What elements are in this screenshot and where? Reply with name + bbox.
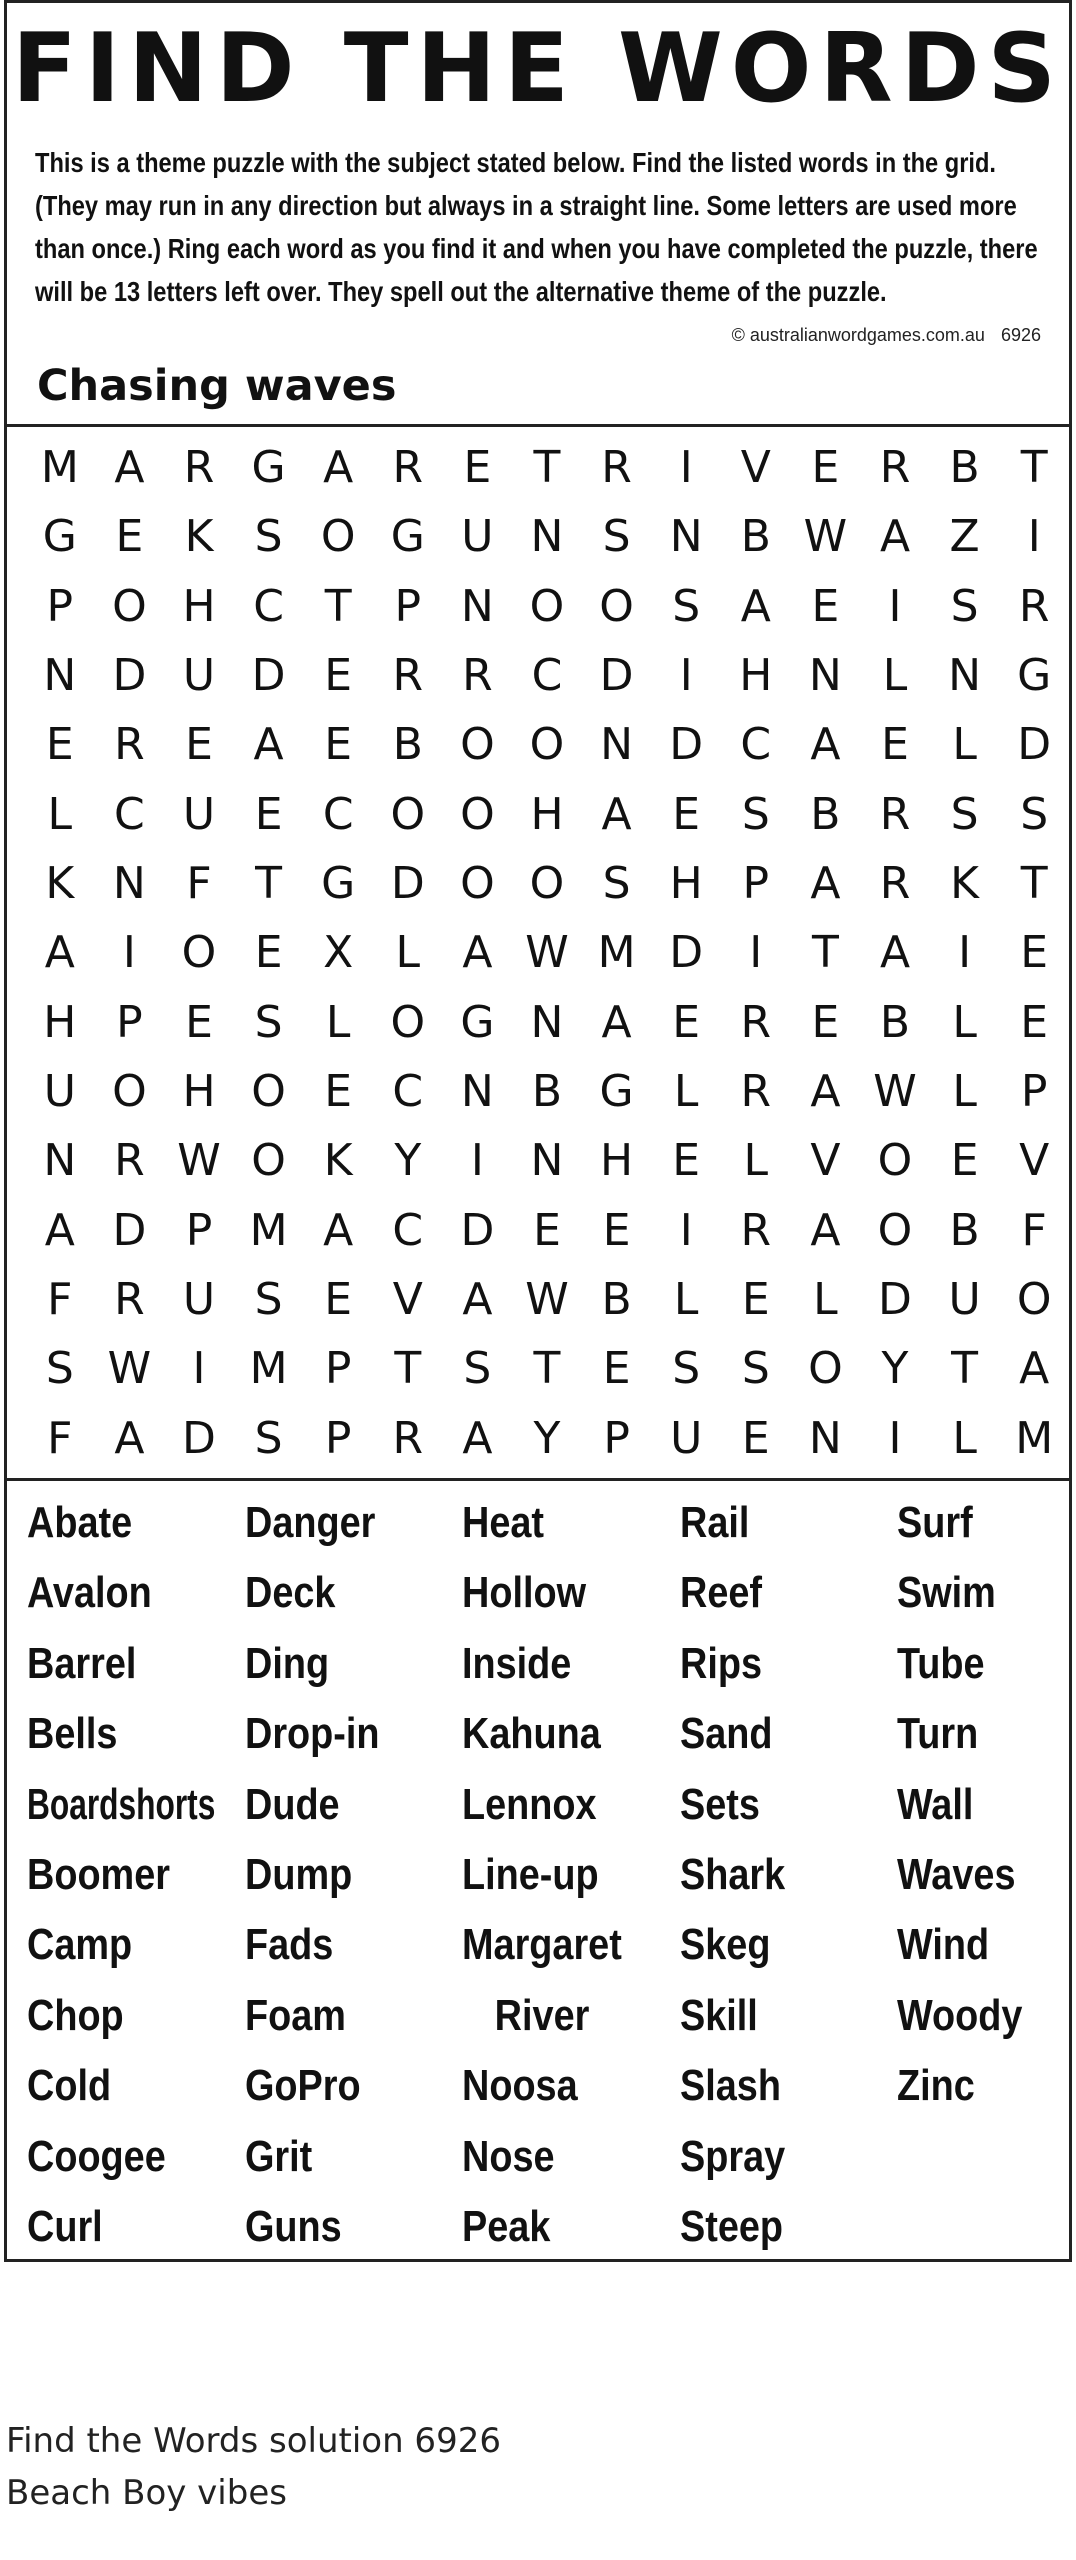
grid-letter[interactable]: N <box>948 650 982 702</box>
grid-letter[interactable]: E <box>881 719 909 771</box>
grid-letter[interactable]: A <box>323 442 354 494</box>
grid-letter[interactable]: M <box>1015 1412 1054 1464</box>
word-list-item: Nose <box>462 2131 555 2181</box>
grid-letter[interactable]: L <box>395 927 421 979</box>
grid-letter[interactable]: D <box>112 650 147 702</box>
grid-letter[interactable]: P <box>324 1343 352 1395</box>
grid-letter[interactable]: G <box>251 442 286 494</box>
grid-letter[interactable]: A <box>44 927 75 979</box>
grid-letter[interactable]: Y <box>394 1135 422 1187</box>
grid-letter[interactable]: V <box>392 1274 423 1326</box>
grid-letter[interactable]: I <box>679 442 693 494</box>
puzzle-panel <box>4 0 1072 2262</box>
grid-letter[interactable]: F <box>1021 1204 1047 1256</box>
grid-letter[interactable]: S <box>463 1343 492 1395</box>
grid-letter[interactable]: N <box>43 1135 77 1187</box>
grid-letter[interactable]: C <box>322 788 354 840</box>
grid-letter[interactable]: S <box>1020 788 1049 840</box>
grid-letter[interactable]: L <box>325 996 351 1048</box>
word-list-item: Peak <box>462 2201 551 2251</box>
word-list-item: Drop-in <box>245 1709 380 1759</box>
word-list-item: Tube <box>897 1638 985 1688</box>
grid-letter[interactable]: P <box>742 858 770 910</box>
word-column <box>897 1488 1076 2122</box>
grid-letter[interactable]: E <box>602 1204 631 1256</box>
word-list-item: Steep <box>680 2201 784 2251</box>
grid-letter[interactable]: A <box>462 927 493 979</box>
grid-letter[interactable]: X <box>323 927 354 979</box>
grid-letter[interactable]: N <box>530 511 564 563</box>
word-list-item: Wall <box>897 1779 974 1829</box>
grid-letter[interactable]: I <box>888 580 902 632</box>
grid-letter[interactable]: K <box>184 511 214 563</box>
grid-letter[interactable]: P <box>185 1204 213 1256</box>
grid-letter[interactable]: I <box>1027 511 1041 563</box>
word-column <box>680 1488 900 2262</box>
grid-letter[interactable]: D <box>251 650 286 702</box>
grid-letter[interactable]: O <box>112 580 147 632</box>
word-list-item: Abate <box>27 1498 133 1547</box>
word-list-item: Zinc <box>897 2061 975 2111</box>
grid-letter[interactable]: T <box>811 927 839 979</box>
word-list-item: Deck <box>245 1568 336 1618</box>
grid-letter[interactable]: E <box>533 1204 561 1256</box>
grid-letter[interactable]: G <box>1017 650 1052 702</box>
grid-letter[interactable]: G <box>390 511 425 563</box>
grid-letter[interactable]: L <box>743 1135 769 1187</box>
puzzle-title: FIND THE WORDS <box>12 14 1064 124</box>
word-list-item: Line-up <box>462 1849 599 1899</box>
grid-letter[interactable]: Y <box>533 1412 561 1464</box>
grid-letter[interactable]: G <box>42 511 77 563</box>
grid-letter[interactable]: H <box>182 1066 216 1118</box>
grid-letter[interactable]: E <box>741 1412 770 1464</box>
grid-letter[interactable]: G <box>321 858 356 910</box>
grid-letter[interactable]: O <box>1016 1274 1052 1326</box>
grid-letter[interactable]: O <box>390 996 426 1048</box>
grid-letter[interactable]: L <box>882 650 908 702</box>
word-list-item: Inside <box>462 1638 572 1688</box>
grid-letter[interactable]: N <box>460 580 494 632</box>
word-list-item: Camp <box>27 1920 133 1970</box>
grid-letter[interactable]: I <box>958 927 972 979</box>
grid-letter[interactable]: N <box>112 858 146 910</box>
grid-letter[interactable]: T <box>951 1343 979 1395</box>
grid-letter[interactable]: H <box>669 858 703 910</box>
grid-letter[interactable]: E <box>741 1274 770 1326</box>
grid-letter[interactable]: R <box>740 1066 772 1118</box>
grid-letter[interactable]: N <box>530 996 564 1048</box>
grid-letter[interactable]: R <box>1018 580 1050 632</box>
grid-letter[interactable]: T <box>533 1343 561 1395</box>
grid-letter[interactable]: S <box>950 788 979 840</box>
grid-letter[interactable]: E <box>324 719 353 771</box>
grid-letter[interactable]: U <box>948 1274 981 1326</box>
grid-letter[interactable]: D <box>390 858 425 910</box>
grid-letter[interactable]: R <box>114 1274 145 1326</box>
word-list-item: Woody <box>897 1990 1023 2040</box>
grid-letter[interactable]: L <box>47 788 73 840</box>
grid-letter[interactable]: D <box>1017 719 1052 771</box>
word-list-item: Foam <box>245 1990 346 2040</box>
grid-letter[interactable]: I <box>679 650 693 702</box>
grid-letter[interactable]: L <box>952 1412 977 1464</box>
grid-letter[interactable]: O <box>877 1135 913 1187</box>
puzzle-number: 6926 <box>1000 325 1041 345</box>
grid-letter[interactable]: E <box>115 511 144 563</box>
grid-letter[interactable]: P <box>324 1412 352 1464</box>
grid-letter[interactable]: B <box>740 511 771 563</box>
grid-letter[interactable]: T <box>324 580 352 632</box>
grid-letter[interactable]: R <box>740 1204 772 1256</box>
grid-letter[interactable]: S <box>672 580 701 632</box>
grid-letter[interactable]: P <box>116 996 143 1048</box>
grid-letter[interactable]: C <box>740 719 772 771</box>
word-list-item: Dude <box>245 1779 340 1829</box>
word-list-item: Coogee <box>27 2131 166 2181</box>
grid-letter[interactable]: E <box>1020 996 1049 1048</box>
grid-letter[interactable]: B <box>949 1204 980 1256</box>
word-list-item: Swim <box>897 1568 996 1618</box>
grid-letter[interactable]: A <box>1019 1343 1050 1395</box>
grid-letter[interactable]: O <box>599 580 634 632</box>
grid-letter[interactable]: E <box>45 719 74 771</box>
word-list-item: Cold <box>27 2061 112 2111</box>
grid-letter[interactable]: M <box>249 1343 288 1395</box>
grid-letter[interactable]: U <box>43 1066 76 1118</box>
grid-letter[interactable]: E <box>324 1066 353 1118</box>
grid-letter[interactable]: F <box>47 1412 73 1464</box>
grid-letter[interactable]: S <box>254 511 283 563</box>
grid-letter[interactable]: S <box>602 511 631 563</box>
grid-letter[interactable]: T <box>533 442 561 494</box>
grid-letter[interactable]: M <box>40 442 79 494</box>
grid-letter[interactable]: B <box>879 996 911 1048</box>
grid-letter[interactable]: M <box>249 1204 288 1256</box>
word-list-item: Turn <box>897 1709 979 1759</box>
grid-letter[interactable]: E <box>811 580 840 632</box>
grid-letter[interactable]: A <box>879 927 911 979</box>
word-list-item: River <box>494 1990 590 2040</box>
grid-letter[interactable]: N <box>669 511 703 563</box>
grid-letter[interactable]: U <box>182 788 216 840</box>
grid-letter[interactable]: A <box>810 858 841 910</box>
grid-letter[interactable]: V <box>740 442 771 494</box>
grid-letter[interactable]: N <box>460 1066 494 1118</box>
grid-letter[interactable]: E <box>811 442 840 494</box>
word-list-item: Dump <box>245 1849 353 1899</box>
grid-letter[interactable]: G <box>599 1066 634 1118</box>
grid-letter[interactable]: R <box>114 719 145 771</box>
word-list-item: Ding <box>245 1638 330 1688</box>
grid-letter[interactable]: L <box>813 1274 838 1326</box>
grid-letter[interactable]: O <box>877 1204 913 1256</box>
grid-letter[interactable]: V <box>1019 1135 1050 1187</box>
grid-letter[interactable]: O <box>181 927 217 979</box>
divider <box>7 1478 1069 1481</box>
grid-letter[interactable]: E <box>950 1135 979 1187</box>
word-list-item: Grit <box>245 2131 313 2181</box>
word-list-item: Heat <box>462 1498 545 1547</box>
grid-letter[interactable]: R <box>740 996 772 1048</box>
grid-letter[interactable]: E <box>254 927 283 979</box>
grid-letter[interactable]: R <box>392 1412 424 1464</box>
credit-text: © australianwordgames.com.au <box>731 325 985 345</box>
grid-letter[interactable]: S <box>602 858 631 910</box>
grid-letter[interactable]: O <box>460 719 495 771</box>
word-list-item: Margaret <box>462 1920 622 1970</box>
word-list-item: Bells <box>27 1709 118 1759</box>
grid-letter[interactable]: B <box>531 1066 563 1118</box>
grid-letter[interactable]: N <box>600 719 634 771</box>
grid-letter[interactable]: A <box>462 1274 493 1326</box>
grid-letter[interactable]: N <box>530 1135 564 1187</box>
grid-letter[interactable]: E <box>672 996 701 1048</box>
grid-letter[interactable]: L <box>952 1066 977 1118</box>
grid-letter[interactable]: E <box>324 650 353 702</box>
grid-letter[interactable]: F <box>186 858 212 910</box>
grid-letter[interactable]: O <box>320 511 356 563</box>
grid-letter[interactable]: E <box>463 442 492 494</box>
grid-letter[interactable]: W <box>525 927 569 979</box>
word-list-item: Waves <box>897 1849 1016 1899</box>
grid-letter[interactable]: N <box>808 1412 842 1464</box>
grid-letter[interactable]: H <box>739 650 773 702</box>
grid-letter[interactable]: R <box>879 858 911 910</box>
word-list-item: Shark <box>680 1849 786 1899</box>
grid-letter[interactable]: U <box>182 1274 216 1326</box>
grid-letter[interactable]: W <box>873 1066 917 1118</box>
grid-letter[interactable]: P <box>46 580 74 632</box>
word-list-item: Wind <box>897 1920 990 1970</box>
grid-letter[interactable]: W <box>107 1343 152 1395</box>
grid-letter[interactable]: I <box>192 1343 206 1395</box>
word-list-item: GoPro <box>245 2061 361 2111</box>
grid-letter[interactable]: S <box>741 788 770 840</box>
grid-letter[interactable]: A <box>810 719 841 771</box>
grid-letter[interactable]: O <box>529 719 565 771</box>
grid-letter[interactable]: R <box>392 650 424 702</box>
grid-letter[interactable]: O <box>808 1343 843 1395</box>
grid-letter[interactable]: C <box>253 580 284 632</box>
word-list-item: Chop <box>27 1990 124 2040</box>
credit-line <box>716 325 1041 346</box>
word-list-item: Danger <box>245 1498 376 1547</box>
word-list-item: Boomer <box>27 1849 170 1899</box>
grid-letter[interactable]: S <box>254 1412 283 1464</box>
word-list-item: Reef <box>680 1568 763 1618</box>
word-list-item: Rips <box>680 1638 763 1688</box>
word-list <box>7 1488 1069 2258</box>
grid-letter[interactable]: S <box>254 1274 283 1326</box>
grid-letter[interactable]: O <box>251 1135 286 1187</box>
word-list-item: Noosa <box>462 2061 578 2111</box>
grid-letter[interactable]: L <box>952 719 977 771</box>
grid-letter[interactable]: H <box>530 788 564 840</box>
grid-letter[interactable]: C <box>114 788 145 840</box>
grid-letter[interactable]: A <box>810 1066 841 1118</box>
grid-letter[interactable]: T <box>255 858 283 910</box>
grid-letter[interactable]: O <box>460 858 495 910</box>
grid-letter[interactable]: O <box>529 580 565 632</box>
grid-letter[interactable]: R <box>114 1135 145 1187</box>
grid-letter[interactable]: U <box>670 1412 703 1464</box>
word-list-item: Sand <box>680 1709 773 1759</box>
word-list-item: Lennox <box>462 1779 597 1829</box>
grid-letter[interactable]: O <box>251 1066 286 1118</box>
grid-letter[interactable]: D <box>460 1204 495 1256</box>
grid-letter[interactable]: A <box>810 1204 841 1256</box>
grid-letter[interactable]: Z <box>949 511 980 563</box>
grid-letter[interactable]: E <box>811 996 840 1048</box>
grid-letter[interactable]: S <box>45 1343 74 1395</box>
word-list-item: Skill <box>680 1990 758 2040</box>
grid-letter[interactable]: P <box>1020 1066 1048 1118</box>
grid-letter[interactable]: U <box>461 511 494 563</box>
grid-letter[interactable]: S <box>741 1343 770 1395</box>
grid-letter[interactable]: I <box>888 1412 902 1464</box>
grid-letter[interactable]: I <box>122 927 136 979</box>
grid-letter[interactable]: W <box>177 1135 221 1187</box>
theme-heading: Chasing waves <box>37 361 397 411</box>
word-list-item: Hollow <box>462 1568 587 1618</box>
grid-letter[interactable]: T <box>1020 858 1048 910</box>
grid-letter[interactable]: A <box>253 719 284 771</box>
grid-letter[interactable]: C <box>531 650 563 702</box>
grid-letter[interactable]: S <box>254 996 283 1048</box>
grid-letter[interactable]: L <box>952 996 977 1048</box>
letter-grid <box>25 433 1069 1473</box>
grid-letter[interactable]: E <box>1020 927 1049 979</box>
grid-letter[interactable]: W <box>525 1274 569 1326</box>
word-list-item: Spray <box>680 2131 786 2181</box>
grid-letter[interactable]: A <box>879 511 911 563</box>
word-list-item: Boardshorts <box>27 1779 216 1829</box>
grid-letter[interactable]: O <box>390 788 426 840</box>
grid-letter[interactable]: L <box>673 1274 699 1326</box>
grid-letter[interactable]: P <box>603 1412 630 1464</box>
word-list-item: Kahuna <box>462 1709 601 1759</box>
grid-letter[interactable]: O <box>112 1066 147 1118</box>
grid-letter[interactable]: E <box>672 788 701 840</box>
word-list-item: Sets <box>680 1779 760 1829</box>
grid-letter[interactable]: E <box>254 788 283 840</box>
grid-letter[interactable]: O <box>529 858 565 910</box>
grid-letter[interactable]: I <box>749 927 763 979</box>
word-list-item: Barrel <box>27 1638 137 1688</box>
grid-letter[interactable]: E <box>602 1343 631 1395</box>
grid-letter[interactable]: N <box>808 650 842 702</box>
grid-letter[interactable]: A <box>114 442 145 494</box>
grid-letter[interactable]: A <box>601 996 632 1048</box>
grid-letter[interactable]: R <box>879 788 911 840</box>
grid-letter[interactable]: B <box>810 788 841 840</box>
grid-letter[interactable]: G <box>460 996 495 1048</box>
grid-letter[interactable]: R <box>462 650 493 702</box>
grid-letter[interactable]: R <box>601 442 632 494</box>
grid-letter[interactable]: A <box>740 580 771 632</box>
word-list-item: Slash <box>680 2061 781 2111</box>
grid-letter[interactable]: M <box>597 927 636 979</box>
grid-letter[interactable]: E <box>185 996 213 1048</box>
instructions-text: This is a theme puzzle with the subject stated below. Find the listed words in the grid. (They may run in any direction but always in a straight line. Some letters are used more than once.) Ring each word as you find it and when you have completed the puzzle, there will be 13 letters left over. They spell out the alternative theme of the puzzle. <box>35 147 1038 307</box>
word-list-item: Avalon <box>27 1568 152 1618</box>
grid-letter[interactable]: T <box>394 1343 422 1395</box>
grid-letter[interactable]: D <box>878 1274 912 1326</box>
solution-footer <box>6 2415 501 2519</box>
grid-letter[interactable]: D <box>599 650 634 702</box>
word-column <box>245 1488 465 2262</box>
word-column <box>462 1488 682 2262</box>
grid-letter[interactable]: D <box>669 719 704 771</box>
grid-letter[interactable]: I <box>470 1135 484 1187</box>
grid-letter[interactable]: K <box>45 858 75 910</box>
grid-letter[interactable]: K <box>323 1135 353 1187</box>
grid-letter[interactable]: A <box>114 1412 145 1464</box>
grid-letter[interactable]: B <box>601 1274 632 1326</box>
grid-letter[interactable]: U <box>182 650 216 702</box>
grid-letter[interactable]: E <box>672 1135 701 1187</box>
grid-letter[interactable]: E <box>324 1274 353 1326</box>
grid-letter[interactable]: I <box>679 1204 693 1256</box>
solution-label: Find the Words solution 6926 <box>6 2421 501 2461</box>
grid-letter[interactable]: T <box>1020 442 1048 494</box>
word-list-item: Skeg <box>680 1920 771 1970</box>
grid-letter[interactable]: C <box>392 1066 424 1118</box>
solution-text: Beach Boy vibes <box>6 2473 287 2513</box>
grid-letter[interactable]: A <box>44 1204 75 1256</box>
grid-letter[interactable]: B <box>949 442 980 494</box>
grid-letter[interactable]: H <box>43 996 77 1048</box>
word-list-item: Curl <box>27 2201 103 2251</box>
divider <box>7 424 1069 427</box>
grid-letter[interactable]: B <box>392 719 423 771</box>
word-list-item: Rail <box>680 1498 750 1547</box>
grid-letter[interactable]: V <box>810 1135 841 1187</box>
grid-letter[interactable]: R <box>392 442 424 494</box>
grid-letter[interactable]: O <box>460 788 495 840</box>
grid-letter[interactable]: L <box>673 1066 699 1118</box>
grid-letter[interactable]: Y <box>881 1343 909 1395</box>
grid-letter[interactable]: W <box>803 511 848 563</box>
grid-letter[interactable]: P <box>394 580 422 632</box>
grid-letter[interactable]: D <box>182 1412 216 1464</box>
grid-letter[interactable]: H <box>600 1135 634 1187</box>
grid-letter[interactable]: F <box>47 1274 73 1326</box>
word-column <box>27 1488 247 2262</box>
grid-letter[interactable]: E <box>185 719 213 771</box>
grid-letter[interactable]: S <box>950 580 979 632</box>
grid-letter[interactable]: A <box>601 788 632 840</box>
grid-letter[interactable]: A <box>323 1204 354 1256</box>
grid-letter[interactable]: R <box>879 442 911 494</box>
grid-letter[interactable]: D <box>669 927 704 979</box>
word-list-item: Surf <box>897 1498 973 1547</box>
grid-letter[interactable]: A <box>462 1412 493 1464</box>
grid-letter[interactable]: R <box>183 442 215 494</box>
word-list-item: Fads <box>245 1920 334 1970</box>
grid-letter[interactable]: H <box>182 580 216 632</box>
grid-letter[interactable]: S <box>672 1343 701 1395</box>
grid-letter[interactable]: C <box>392 1204 424 1256</box>
grid-letter[interactable]: K <box>950 858 980 910</box>
grid-letter[interactable]: N <box>43 650 77 702</box>
word-list-item: Guns <box>245 2201 342 2251</box>
grid-letter[interactable]: D <box>112 1204 147 1256</box>
